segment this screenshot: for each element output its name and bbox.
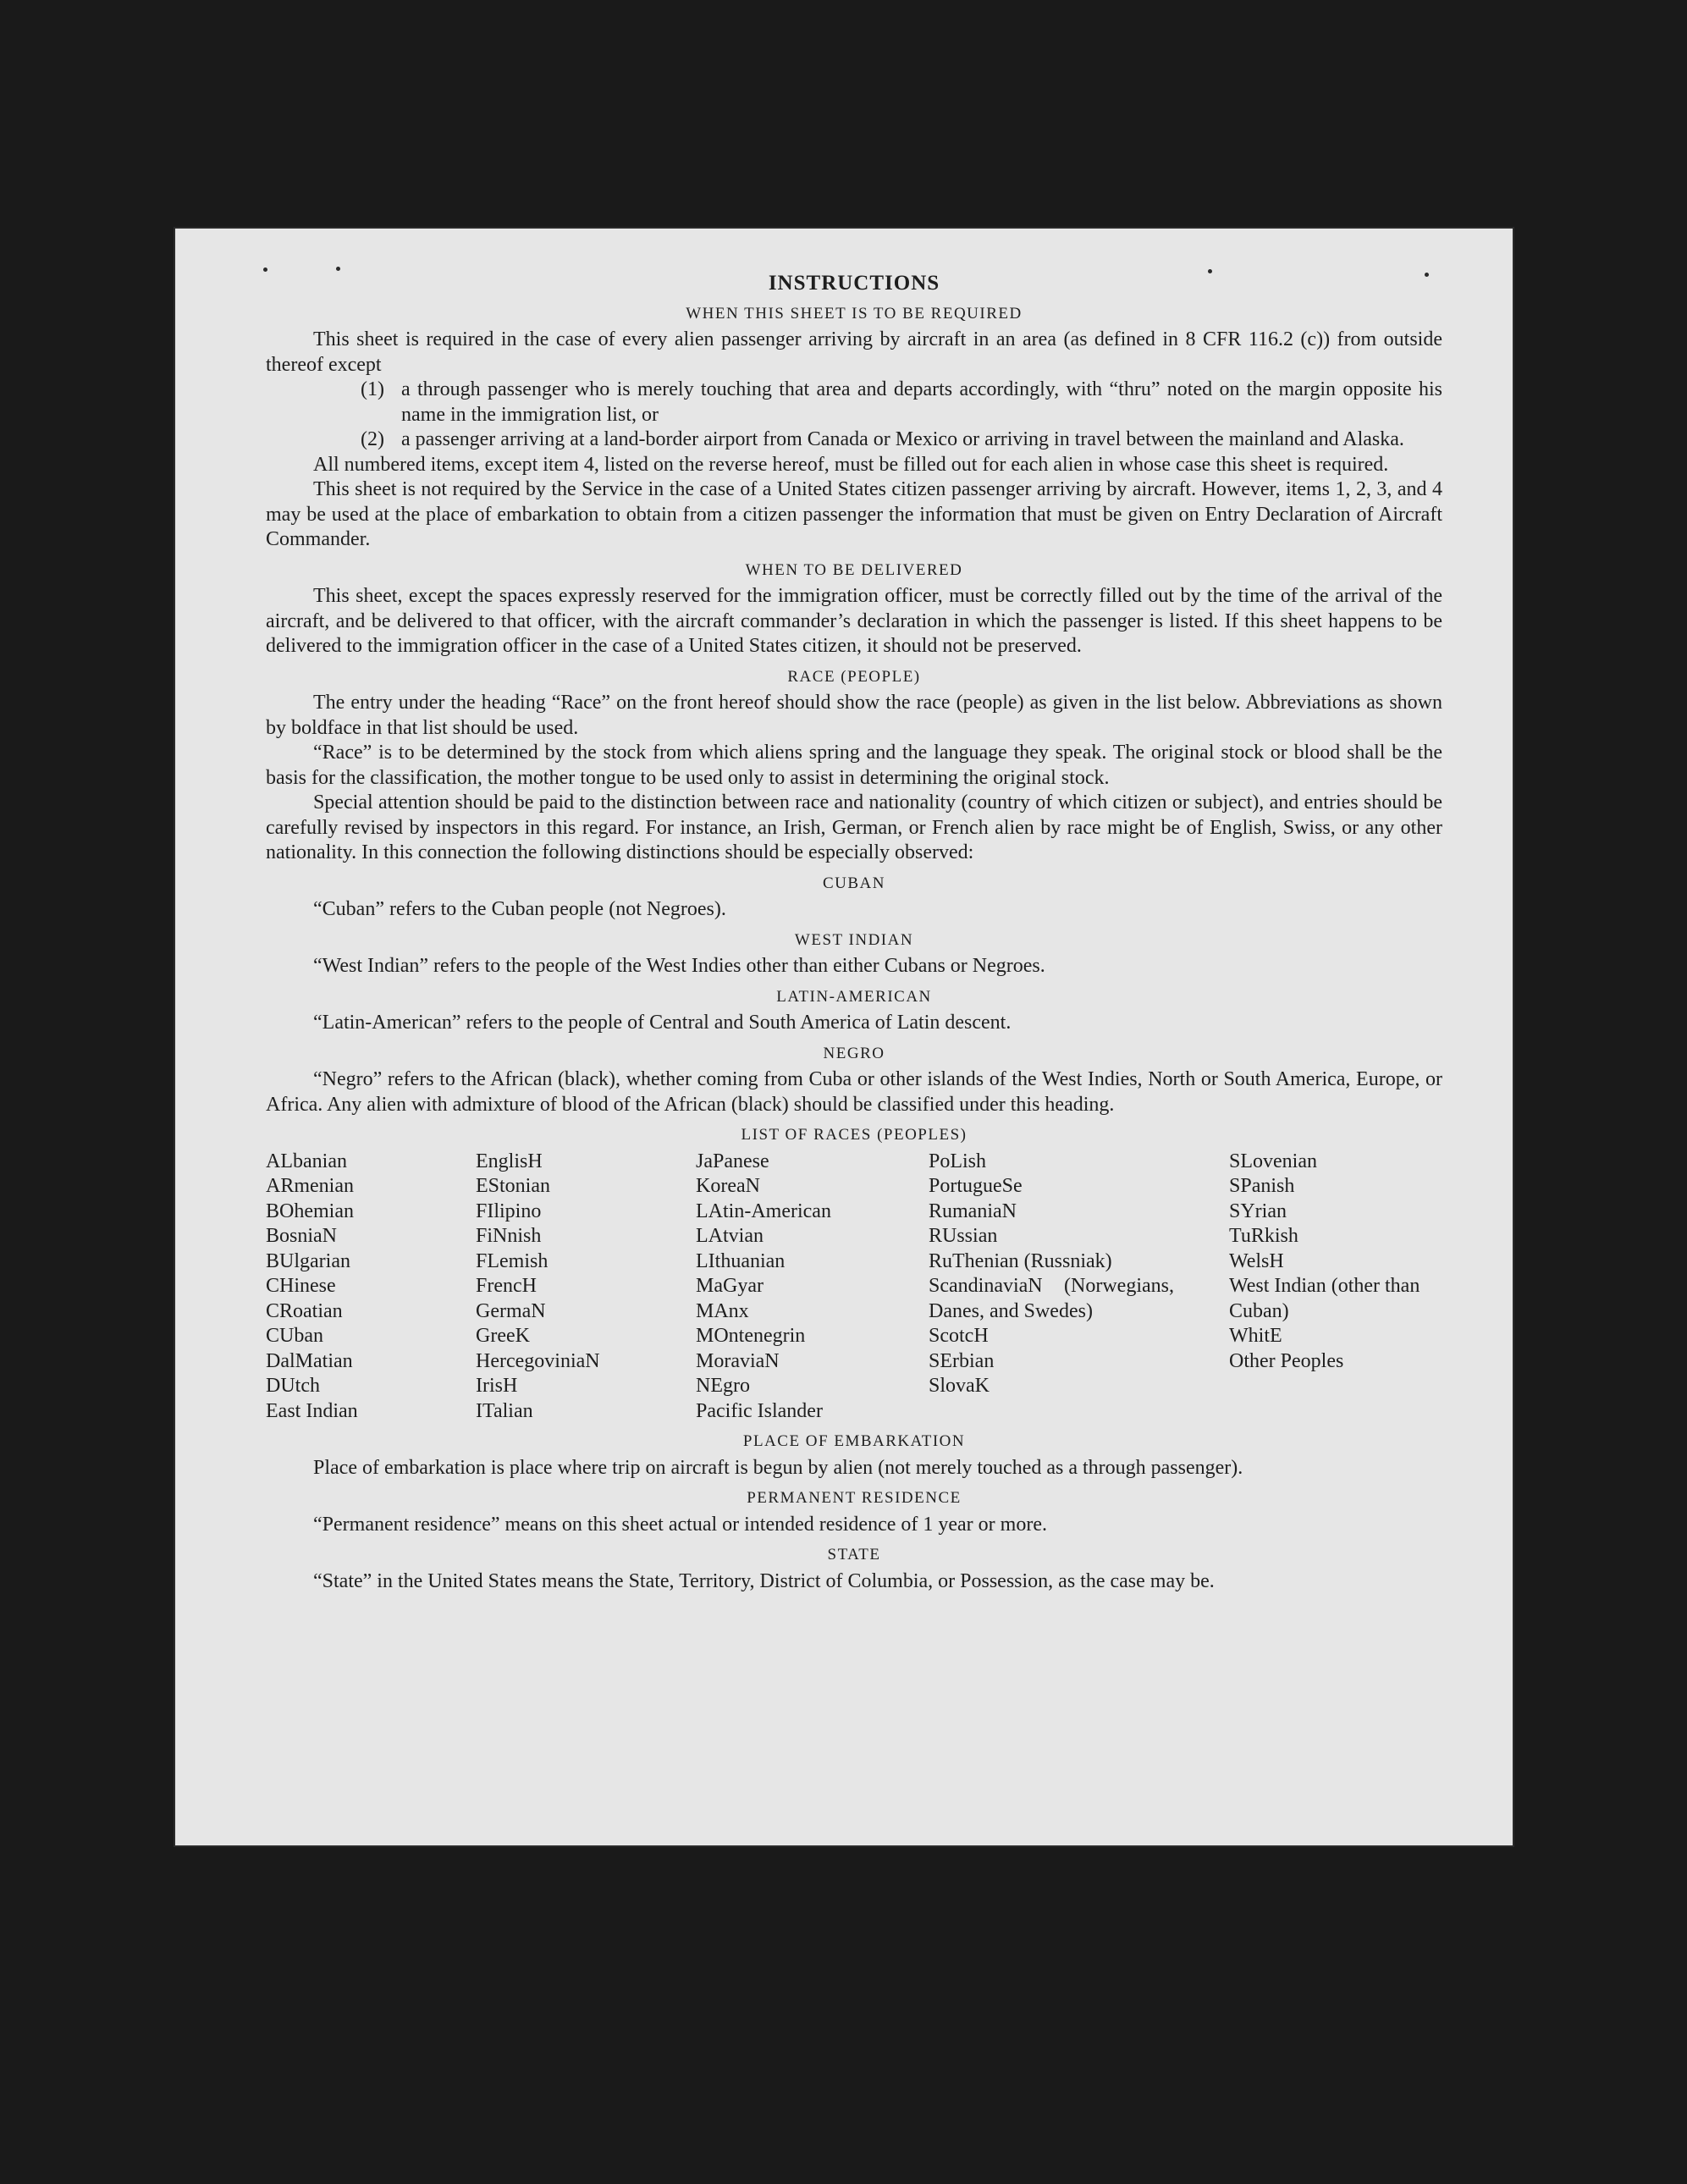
race-entry: SErbian xyxy=(929,1349,995,1372)
race-entry: TuRkish xyxy=(1229,1225,1298,1247)
race-entry: EnglisH xyxy=(476,1150,543,1172)
race-entry: CUban xyxy=(266,1325,323,1347)
race-entry: SlovaK xyxy=(929,1375,990,1397)
race-entry: ITalian xyxy=(476,1399,533,1422)
race-entry: CHinese xyxy=(266,1275,336,1297)
latin-american-paragraph: “Latin-American” refers to the people of Central and South America of Latin descent. xyxy=(313,1012,1012,1034)
race-entry: BOhemian xyxy=(266,1200,354,1222)
race-entry: GermaN xyxy=(476,1299,546,1322)
race-entry: GreeK xyxy=(476,1325,530,1347)
required-paragraph-3: This sheet is not required by the Service in the case of a United States citizen passenger arriving by aircraft. However, items 1, 2, 3, and 4 may be used at the place of embarkation to obtain from a citizen passenger the information that must be given on Entry Declaration of Aircraft Commander. xyxy=(266,478,1442,550)
page-title: INSTRUCTIONS xyxy=(768,272,940,295)
exception-text: a passenger arriving at a land-border airport from Canada or Mexico or arriving in travel between the mainland and Alaska. xyxy=(401,428,1404,450)
cuban-paragraph: “Cuban” refers to the Cuban people (not Negroes). xyxy=(313,898,726,920)
race-entry: SYrian xyxy=(1229,1200,1287,1222)
required-intro: This sheet is required in the case of every alien passenger arriving by aircraft in an area (as defined in 8 CFR 116.2 (c)) from outside thereof except xyxy=(266,328,1442,376)
race-entry: LIthuanian xyxy=(696,1249,786,1272)
race-entry: FrencH xyxy=(476,1275,537,1297)
race-entry: KoreaN xyxy=(696,1175,760,1197)
race-entry: CRoatian xyxy=(266,1299,343,1322)
section-heading-race: RACE (PEOPLE) xyxy=(787,667,921,686)
race-entry: MoraviaN xyxy=(696,1349,780,1372)
race-paragraph-3: Special attention should be paid to the distinction between race and nationality (country of which citizen or subject), and entries should be carefully revised by inspectors in this regard. For instance, an Irish, German, or French alien by race might be of English, Swiss, or any other nationality. In this connection the following distinctions should be especially observed: xyxy=(266,791,1442,863)
race-entry: ARmenian xyxy=(266,1175,354,1197)
race-entry: ScotcH xyxy=(929,1325,989,1347)
races-list xyxy=(266,1150,1442,1425)
race-entry: MOntenegrin xyxy=(696,1325,806,1347)
race-entry: JaPanese xyxy=(696,1150,769,1172)
exception-text: a through passenger who is merely touching that area and departs accordingly, with “thru” noted on the margin opposite his name in the immigration list, or xyxy=(401,378,1442,426)
negro-paragraph: “Negro” refers to the African (black), whether coming from Cuba or other islands of the West Indies, North or South America, Europe, or Africa. Any alien with admixture of blood of the African (black) should be classified under this heading. xyxy=(266,1068,1442,1116)
race-entry: PoLish xyxy=(929,1150,987,1172)
race-entry: EStonian xyxy=(476,1175,550,1197)
race-paragraph-1: The entry under the heading “Race” on the front hereof should show the race (people) as given in the list below. Abbreviations as shown by boldface in that list should be used. xyxy=(266,692,1442,739)
exception-number: (2) xyxy=(361,428,384,450)
race-entry: IrisH xyxy=(476,1375,518,1397)
race-entry: West Indian (other than Cuban) xyxy=(1229,1275,1420,1322)
required-paragraph-2: All numbered items, except item 4, listed on the reverse hereof, must be filled out for each alien in whose case this sheet is required. xyxy=(313,453,1389,476)
section-heading-latin-american: LATIN-AMERICAN xyxy=(776,987,932,1006)
race-entry: RUssian xyxy=(929,1225,998,1247)
race-paragraph-2: “Race” is to be determined by the stock from which aliens spring and the language they speak. The original stock or blood shall be the basis for the classification, the mother tongue to be used only to assist in determining the original stock. xyxy=(266,742,1442,789)
race-entry: Other Peoples xyxy=(1229,1349,1344,1372)
race-entry: FLemish xyxy=(476,1249,549,1272)
races-column xyxy=(696,1150,929,1425)
race-entry: MAnx xyxy=(696,1299,749,1322)
race-entry: WelsH xyxy=(1229,1249,1284,1272)
races-column xyxy=(266,1150,476,1425)
race-entry: LAtin-American xyxy=(696,1200,831,1222)
race-entry: LAtvian xyxy=(696,1225,764,1247)
exception-number: (1) xyxy=(361,378,384,400)
race-entry: DalMatian xyxy=(266,1349,353,1372)
race-entry: FiNnish xyxy=(476,1225,542,1247)
west-indian-paragraph: “West Indian” refers to the people of the West Indies other than either Cubans or Negroes. xyxy=(313,955,1045,977)
race-entry: BUlgarian xyxy=(266,1249,350,1272)
race-entry: RuThenian (Russniak) xyxy=(929,1249,1112,1272)
race-entry: SLovenian xyxy=(1229,1150,1317,1172)
races-column xyxy=(929,1150,1229,1425)
race-entry: HercegoviniaN xyxy=(476,1349,600,1372)
section-heading-residence: PERMANENT RESIDENCE xyxy=(747,1489,962,1507)
section-heading-negro: NEGRO xyxy=(823,1044,885,1062)
exception-item xyxy=(361,427,1442,453)
race-entry: PortugueSe xyxy=(929,1175,1023,1197)
section-heading-state: STATE xyxy=(827,1546,881,1564)
race-entry: ScandinaviaN (Norwegians, Danes, and Swedes) xyxy=(929,1275,1174,1322)
race-entry: NEgro xyxy=(696,1375,750,1397)
residence-paragraph: “Permanent residence” means on this sheet actual or intended residence of 1 year or more. xyxy=(313,1513,1047,1536)
race-entry: MaGyar xyxy=(696,1275,764,1297)
race-entry: DUtch xyxy=(266,1375,320,1397)
section-heading-west-indian: WEST INDIAN xyxy=(794,930,914,949)
section-heading-embarkation: PLACE OF EMBARKATION xyxy=(742,1432,966,1450)
race-entry: BosniaN xyxy=(266,1225,337,1247)
section-heading-delivered: WHEN TO BE DELIVERED xyxy=(745,560,963,579)
section-heading-cuban: CUBAN xyxy=(822,874,885,892)
races-column xyxy=(476,1150,696,1425)
race-entry: Pacific Islander xyxy=(696,1399,823,1422)
race-entry: East Indian xyxy=(266,1399,358,1422)
race-entry: FIlipino xyxy=(476,1200,542,1222)
races-column xyxy=(1229,1150,1442,1425)
instructions-body xyxy=(266,271,1442,1594)
state-paragraph: “State” in the United States means the State, Territory, District of Columbia, or Possession, as the case may be. xyxy=(313,1569,1215,1592)
race-entry: WhitE xyxy=(1229,1325,1282,1347)
race-entry: ALbanian xyxy=(266,1150,347,1172)
exception-item xyxy=(361,378,1442,427)
race-entry: RumaniaN xyxy=(929,1200,1017,1222)
embarkation-paragraph: Place of embarkation is place where trip on aircraft is begun by alien (not merely touched as a through passenger). xyxy=(313,1456,1243,1479)
race-entry: SPanish xyxy=(1229,1175,1295,1197)
section-heading-list: LIST OF RACES (PEOPLES) xyxy=(741,1126,968,1144)
section-heading-required: WHEN THIS SHEET IS TO BE REQUIRED xyxy=(686,304,1023,323)
delivered-paragraph: This sheet, except the spaces expressly reserved for the immigration officer, must be correctly filled out by the time of the arrival of the aircraft, and be delivered to that officer, with the aircraft commander’s declaration in which the passenger is listed. If this sheet happens to be delivered to the immigration officer in the case of a United States citizen, it should not be preserved. xyxy=(266,585,1442,657)
document-sheet xyxy=(175,229,1513,1845)
